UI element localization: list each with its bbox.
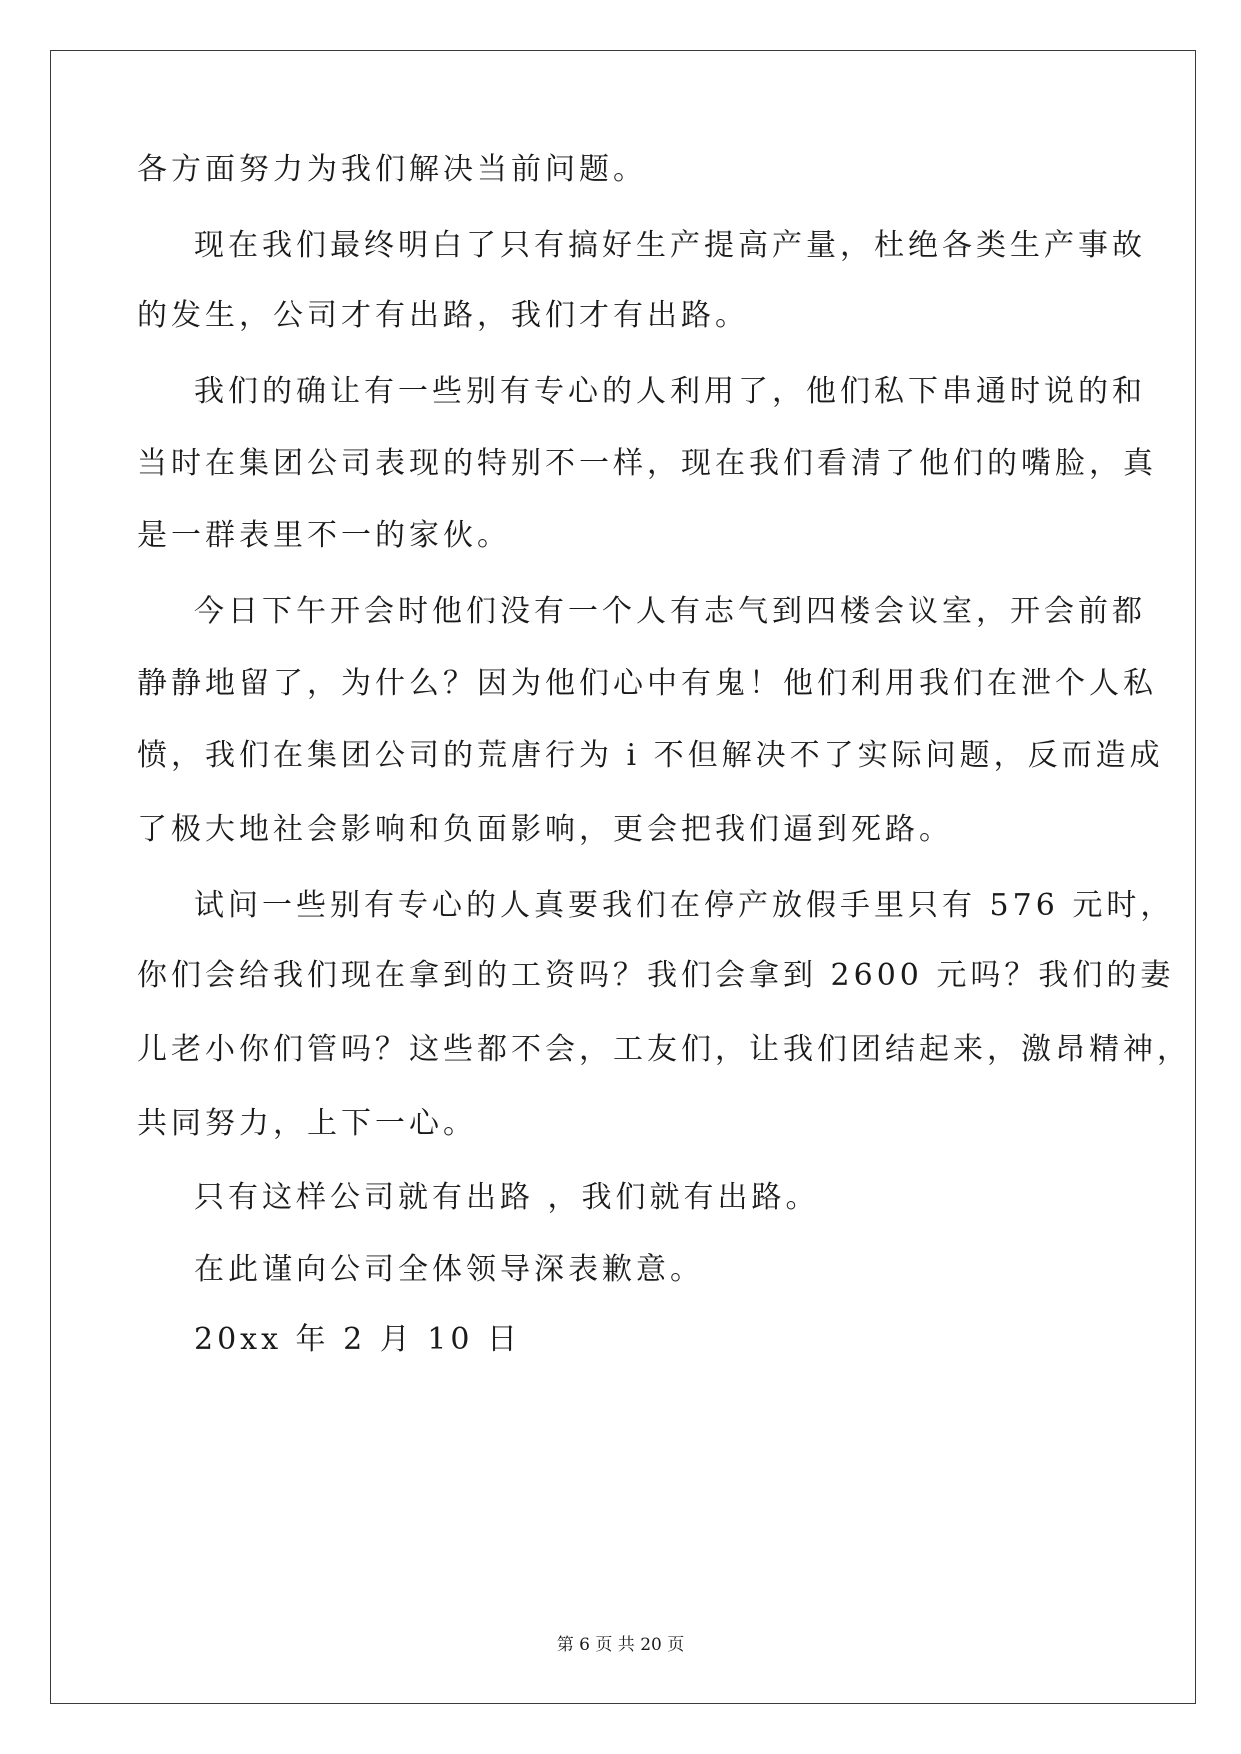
text-line: 了极大地社会影响和负面影响，更会把我们逼到死路。 <box>137 812 953 847</box>
page-number: 第 6 页 共 20 页 <box>556 1635 685 1655</box>
date-line: 20xx 年 2 月 10 日 <box>194 1322 521 1357</box>
text-line: 当时在集团公司表现的特别不一样，现在我们看清了他们的嘴脸，真 <box>137 446 1157 481</box>
paragraph-start: 今日下午开会时他们没有一个人有志气到四楼会议室，开会前都 <box>194 594 1146 629</box>
paragraph-start: 我们的确让有一些别有专心的人利用了，他们私下串通时说的和 <box>194 374 1146 409</box>
text-line: 的发生，公司才有出路，我们才有出路。 <box>137 298 749 333</box>
paragraph-start: 现在我们最终明白了只有搞好生产提高产量，杜绝各类生产事故 <box>194 228 1146 263</box>
apology-line: 在此谨向公司全体领导深表歉意。 <box>194 1252 704 1287</box>
text-line: 愤，我们在集团公司的荒唐行为 i 不但解决不了实际问题，反而造成 <box>137 738 1164 773</box>
text-line: 静静地留了，为什么？因为他们心中有鬼！他们利用我们在泄个人私 <box>137 666 1157 701</box>
paragraph-start: 试问一些别有专心的人真要我们在停产放假手里只有 576 元时， <box>194 888 1175 923</box>
paragraph-start: 只有这样公司就有出路 ，我们就有出路。 <box>194 1180 820 1215</box>
text-line: 是一群表里不一的家伙。 <box>137 518 511 553</box>
text-line: 共同努力，上下一心。 <box>137 1106 477 1141</box>
text-line: 儿老小你们管吗？这些都不会，工友们，让我们团结起来，激昂精神， <box>137 1032 1191 1067</box>
text-line: 各方面努力为我们解决当前问题。 <box>137 152 647 187</box>
text-line: 你们会给我们现在拿到的工资吗？我们会拿到 2600 元吗？我们的妻 <box>137 958 1175 993</box>
